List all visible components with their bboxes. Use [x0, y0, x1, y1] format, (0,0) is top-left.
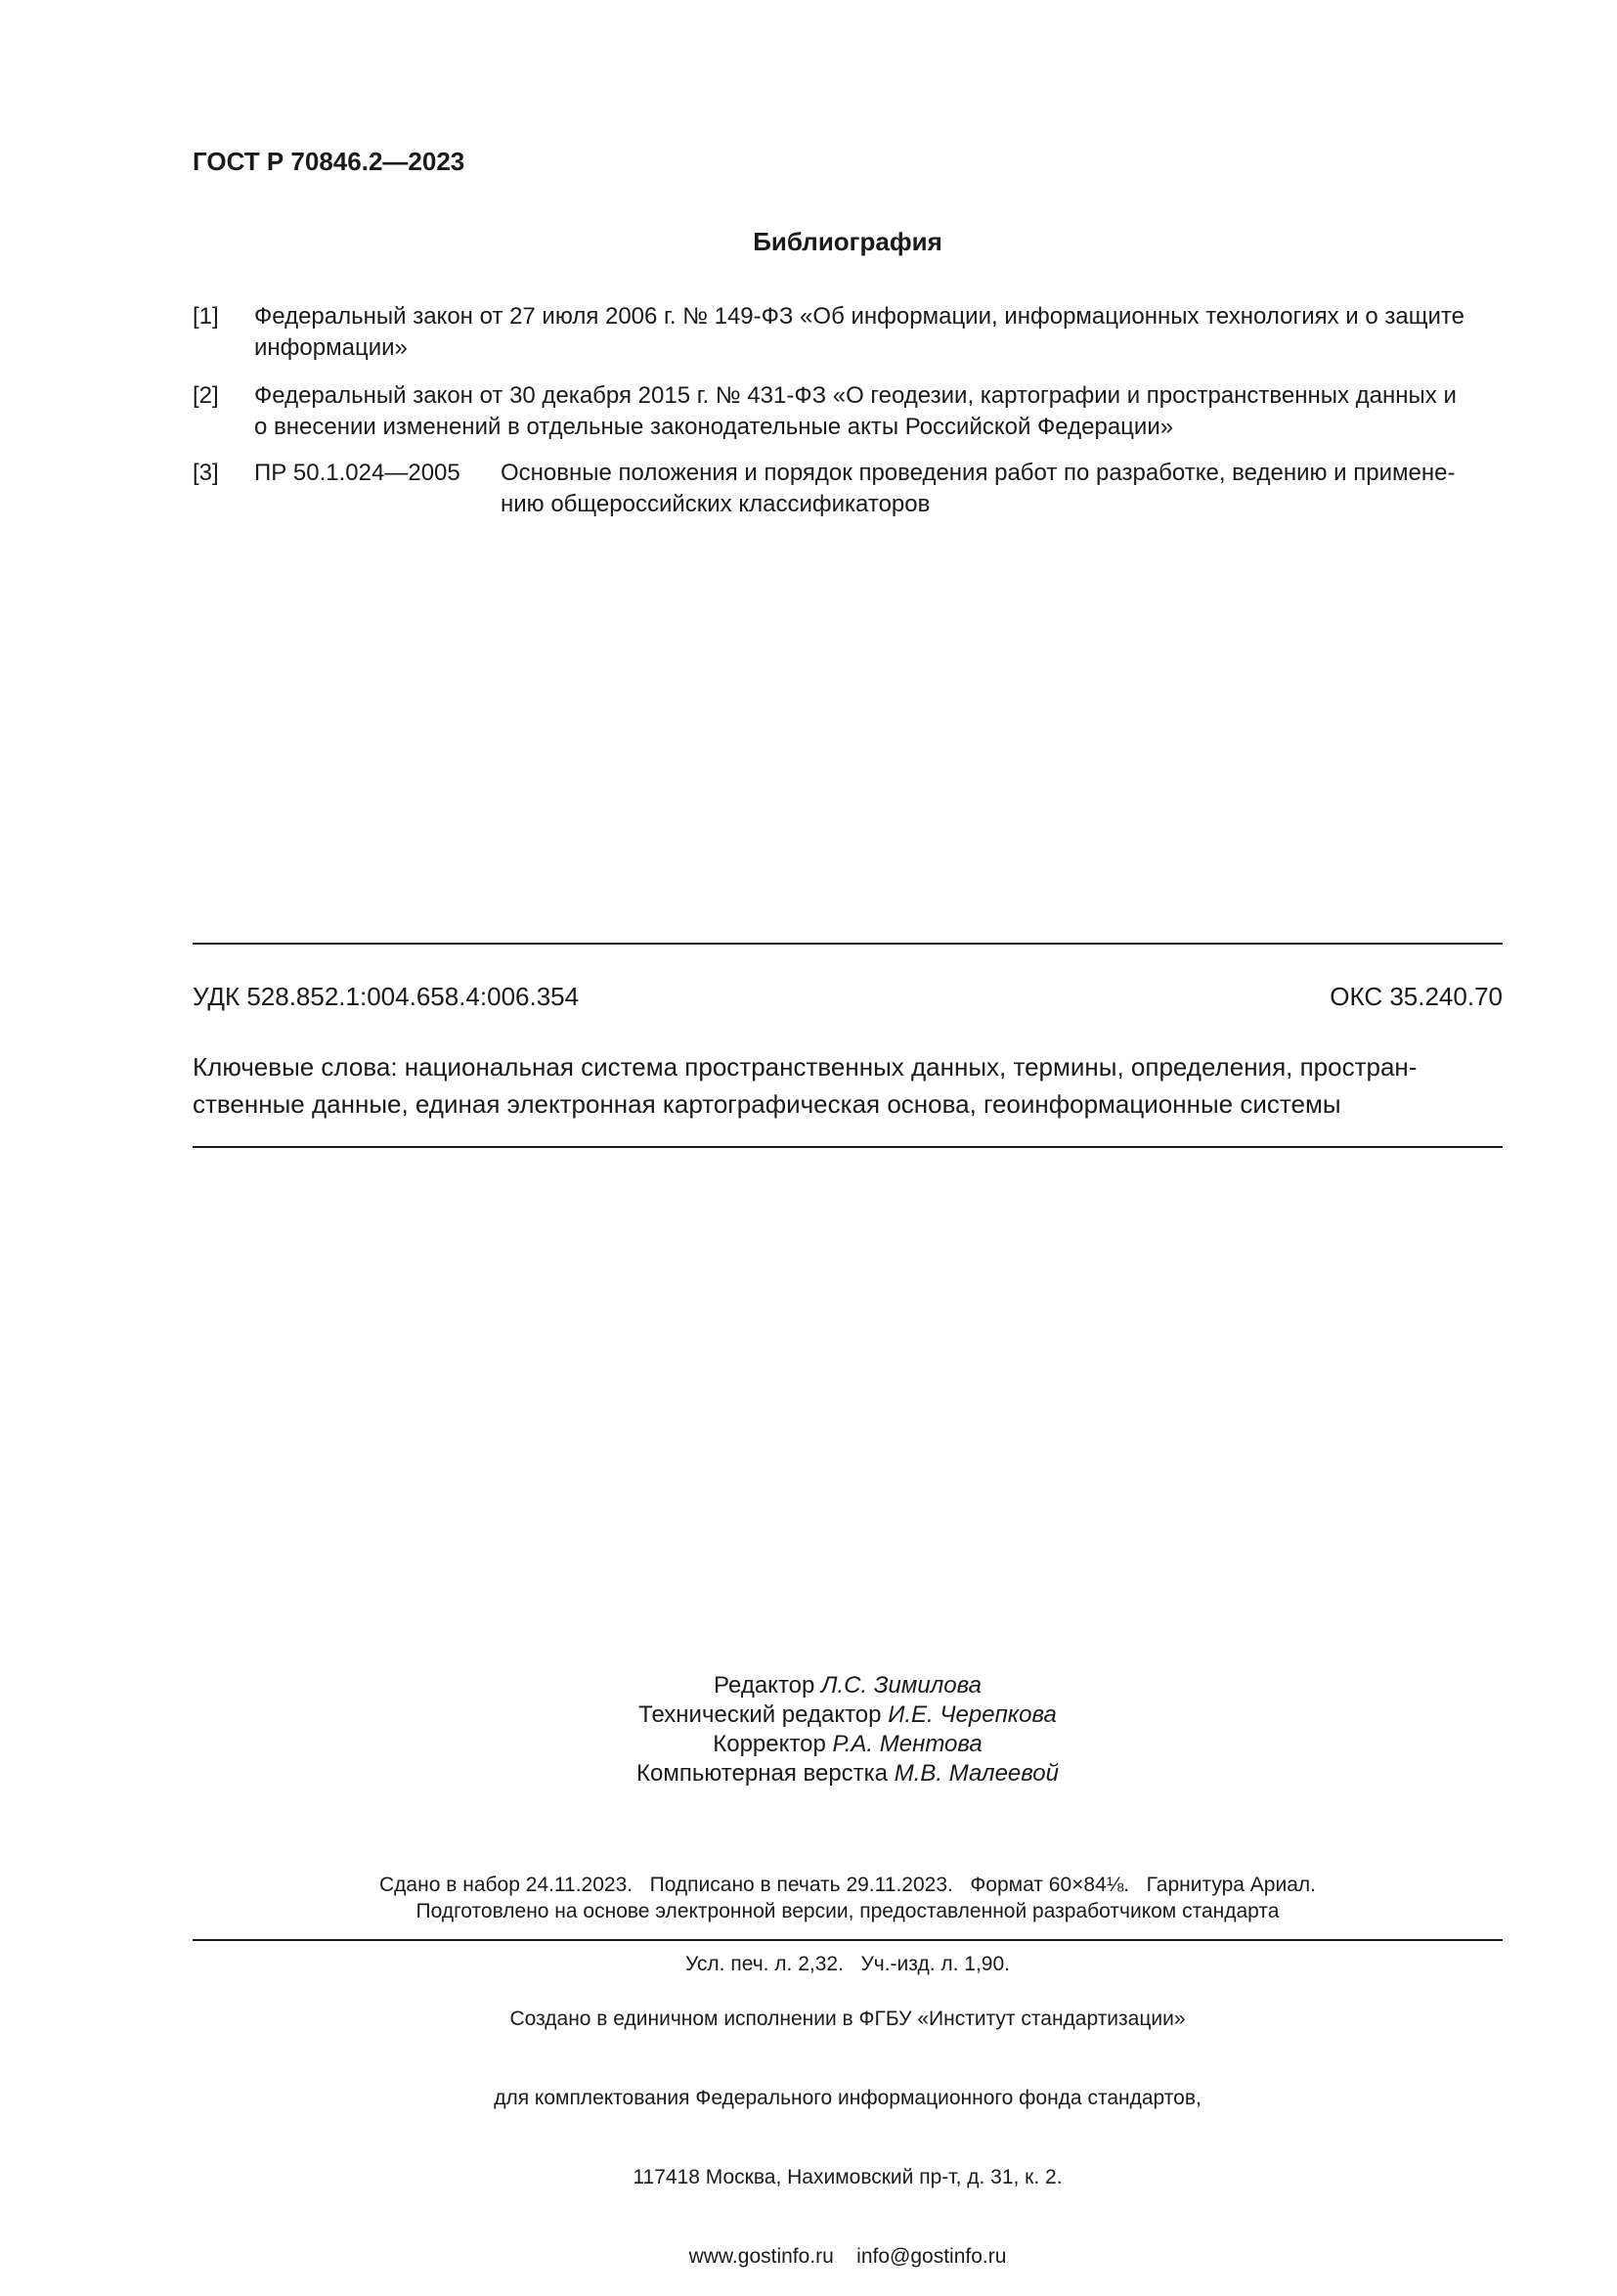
- publisher-line: для комплектования Федерального информационного фонда стандартов,: [494, 2087, 1202, 2109]
- publisher-info: [0, 1953, 1617, 2296]
- publisher-line: www.gostinfo.ru info@gostinfo.ru: [688, 2245, 1007, 2268]
- credit-technical-editor: [78, 1700, 1617, 1730]
- credit-proofreader: [78, 1730, 1617, 1759]
- reference-text: [501, 458, 1503, 520]
- print-info-line: Усл. печ. л. 2,32. Уч.-изд. л. 1,90.: [684, 1953, 1010, 1975]
- bibliography-item-3: [193, 458, 1503, 520]
- credit-editor: [78, 1671, 1617, 1700]
- bibliography-title: Библиография: [753, 227, 942, 256]
- credits-block: [0, 1671, 1617, 1788]
- keywords-line: ственные данные, единая электронная картографическая основа, геоинформационные системы: [193, 1089, 1341, 1119]
- reference-text: [254, 301, 1503, 364]
- divider: [193, 1939, 1503, 1941]
- bibliography-item-1: [193, 301, 1503, 364]
- reference-line: Федеральный закон от 27 июля 2006 г. № 149-ФЗ «Об информации, информационных технологиях и о защите: [254, 303, 1464, 330]
- prepared-note: Подготовлено на основе электронной версии, предоставленной разработчиком стандарта: [415, 1900, 1280, 1922]
- credit-person: М.В. Малеевой: [894, 1760, 1059, 1787]
- reference-line: Федеральный закон от 30 декабря 2015 г. № 431-ФЗ «О геодезии, картографии и пространственных данных и: [254, 382, 1457, 409]
- divider: [193, 1146, 1503, 1148]
- credit-layout: [78, 1759, 1617, 1788]
- credit-person: И.Е. Черепкова: [888, 1701, 1057, 1728]
- udk-code: УДК 528.852.1:004.658.4:006.354: [193, 982, 580, 1011]
- oks-code: ОКС 35.240.70: [1330, 982, 1503, 1011]
- reference-line: о внесении изменений в отдельные законодательные акты Российской Федерации»: [254, 414, 1174, 440]
- reference-line: нию общероссийских классификаторов: [501, 491, 931, 517]
- print-info-line: Сдано в набор 24.11.2023. Подписано в печать 29.11.2023. Формат 60×84⅛. Гарнитура Ариал.: [379, 1874, 1316, 1896]
- keywords: [193, 1048, 1503, 1123]
- reference-line: информации»: [254, 334, 408, 361]
- publisher-line: Создано в единичном исполнении в ФГБУ «Институт стандартизации»: [509, 2008, 1186, 2030]
- reference-number: [1]: [193, 303, 219, 330]
- divider: [193, 943, 1503, 945]
- keywords-line: Ключевые слова: национальная система пространственных данных, термины, определения, простран-: [193, 1052, 1418, 1082]
- reference-text: [254, 380, 1503, 443]
- document-code: ГОСТ Р 70846.2—2023: [193, 147, 465, 176]
- publisher-line: 117418 Москва, Нахимовский пр-т, д. 31, к. 2.: [633, 2166, 1063, 2188]
- credit-role: Технический редактор: [638, 1701, 882, 1728]
- credit-role: Корректор: [713, 1731, 826, 1757]
- reference-number: [3]: [193, 460, 219, 486]
- credit-role: Редактор: [714, 1672, 815, 1699]
- reference-number: [2]: [193, 382, 219, 409]
- credit-person: Л.С. Зимилова: [821, 1672, 982, 1699]
- credit-person: Р.А. Ментова: [832, 1731, 983, 1757]
- reference-line: Основные положения и порядок проведения работ по разработке, ведению и примене-: [501, 460, 1456, 486]
- credit-role: Компьютерная верстка: [636, 1760, 889, 1787]
- bibliography-item-2: [193, 380, 1503, 443]
- reference-code: ПР 50.1.024—2005: [254, 460, 460, 486]
